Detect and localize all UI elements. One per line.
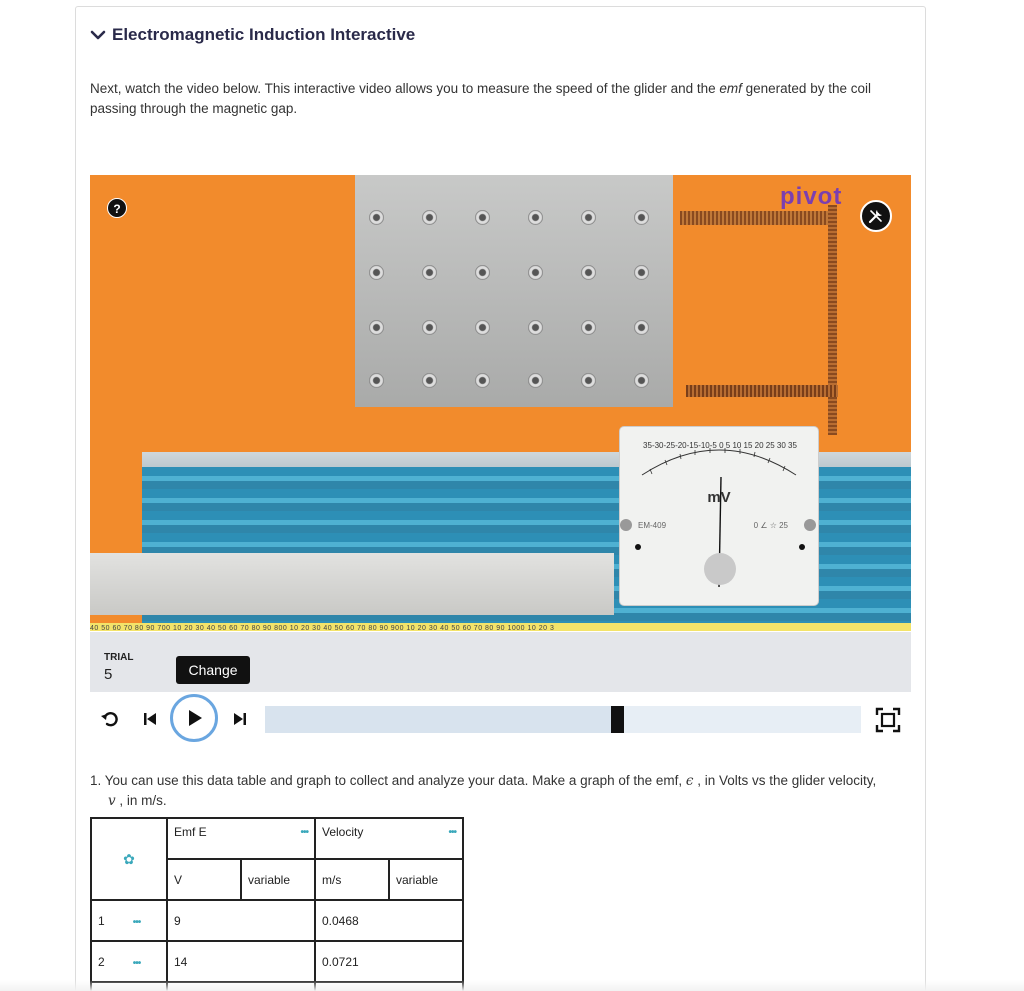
- meter-model: EM-409: [638, 521, 667, 530]
- row-index-cell[interactable]: 2 •••: [91, 941, 167, 982]
- bolt: [581, 210, 596, 225]
- bolt: [422, 265, 437, 280]
- glider: [90, 553, 614, 615]
- bolt: [475, 210, 490, 225]
- player-controls: [90, 693, 911, 743]
- bolt: [422, 210, 437, 225]
- video-frame[interactable]: [90, 175, 911, 631]
- data-table: [90, 817, 464, 991]
- trial-bar: [90, 632, 911, 692]
- emf-column-header[interactable]: Emf E •••: [167, 818, 315, 859]
- emf-cell[interactable]: 9: [167, 900, 315, 941]
- bolt: [634, 320, 649, 335]
- coil-wire-vertical: [828, 205, 837, 435]
- meter-scale: 35-30-25-20-15-10-5 0 5 10 15 20 25 30 35: [643, 441, 797, 450]
- velocity-unit-cell[interactable]: m/s: [315, 859, 389, 900]
- column-menu-icon[interactable]: •••: [300, 827, 308, 838]
- meter-unit: mV: [707, 489, 731, 506]
- bolt: [528, 320, 543, 335]
- coil-wire: [680, 211, 830, 225]
- play-icon: [183, 707, 205, 729]
- replay-button[interactable]: [98, 707, 122, 731]
- chevron-down-icon[interactable]: [90, 27, 106, 43]
- bolt: [634, 373, 649, 388]
- step-back-icon: [142, 711, 158, 727]
- row-menu-icon[interactable]: •••: [132, 957, 141, 969]
- bolt: [528, 265, 543, 280]
- step-forward-button[interactable]: [228, 707, 252, 731]
- replay-icon: [100, 709, 120, 729]
- tools-icon: [867, 207, 885, 225]
- step-back-button[interactable]: [138, 707, 162, 731]
- bolt: [581, 265, 596, 280]
- gear-icon[interactable]: ✿: [123, 850, 135, 867]
- change-trial-button[interactable]: Change: [176, 656, 250, 684]
- bolt: [475, 320, 490, 335]
- fullscreen-button[interactable]: [874, 706, 902, 734]
- table-row: [91, 941, 463, 982]
- step-forward-icon: [232, 711, 248, 727]
- bolt: [369, 373, 384, 388]
- emf-type-cell[interactable]: variable: [241, 859, 315, 900]
- bolt: [369, 265, 384, 280]
- bolt: [528, 373, 543, 388]
- emf-cell[interactable]: 14: [167, 941, 315, 982]
- bolt: [581, 320, 596, 335]
- bolt: [422, 320, 437, 335]
- column-menu-icon[interactable]: •••: [448, 827, 456, 838]
- bolt: [581, 373, 596, 388]
- tools-button[interactable]: [860, 200, 892, 232]
- velocity-column-header[interactable]: Velocity •••: [315, 818, 463, 859]
- play-button[interactable]: [170, 694, 218, 742]
- table-row: [91, 900, 463, 941]
- intro-text: Next, watch the video below. This interactive video allows you to measure the speed of the glider and the emf generated by the coil passing through the magnetic gap.: [90, 81, 871, 116]
- trial-number: 5: [104, 666, 113, 683]
- bolt: [475, 265, 490, 280]
- video-progress-bar[interactable]: [265, 706, 861, 733]
- millivoltmeter: [620, 427, 818, 605]
- table-settings-cell[interactable]: [91, 818, 167, 900]
- emf-unit-cell[interactable]: V: [167, 859, 241, 900]
- bolt: [528, 210, 543, 225]
- bolt: [422, 373, 437, 388]
- trial-label: TRIAL: [104, 652, 134, 663]
- meter-marking: 0 ∠ ☆ 25: [753, 521, 788, 530]
- bolt: [369, 210, 384, 225]
- question-text: 1. You can use this data table and graph to collect and analyze your data. Make a graph of the emf, ϵ , in Volts vs the glider velocity, v , in m/s.: [90, 773, 877, 809]
- bolt: [475, 373, 490, 388]
- progress-thumb[interactable]: [611, 706, 624, 733]
- section-header[interactable]: [90, 25, 415, 45]
- velocity-cell[interactable]: 0.0468: [315, 900, 463, 941]
- fullscreen-icon: [875, 707, 901, 733]
- ruler: 40 50 60 70 80 90 700 10 20 30 40 50 60 70 80 90 800 10 20 30 40 50 60 70 80 90 900 10 20 30 40 50 60 70 80 90 1000 10 20 3: [90, 623, 911, 631]
- page-bottom-shade: [0, 980, 1024, 991]
- bolt: [369, 320, 384, 335]
- pivot-logo: pivot: [780, 183, 843, 210]
- bolt: [634, 210, 649, 225]
- magnet-plate: [355, 175, 673, 407]
- row-index-cell[interactable]: 1 •••: [91, 900, 167, 941]
- coil-wire-lower: [686, 385, 838, 397]
- section-title: Electromagnetic Induction Interactive: [112, 25, 416, 44]
- velocity-type-cell[interactable]: variable: [389, 859, 463, 900]
- row-menu-icon[interactable]: •••: [132, 916, 141, 928]
- interactive-card: [75, 6, 926, 991]
- bolt: [634, 265, 649, 280]
- help-button[interactable]: ?: [107, 198, 127, 218]
- progress-fill: [265, 706, 611, 733]
- velocity-cell[interactable]: 0.0721: [315, 941, 463, 982]
